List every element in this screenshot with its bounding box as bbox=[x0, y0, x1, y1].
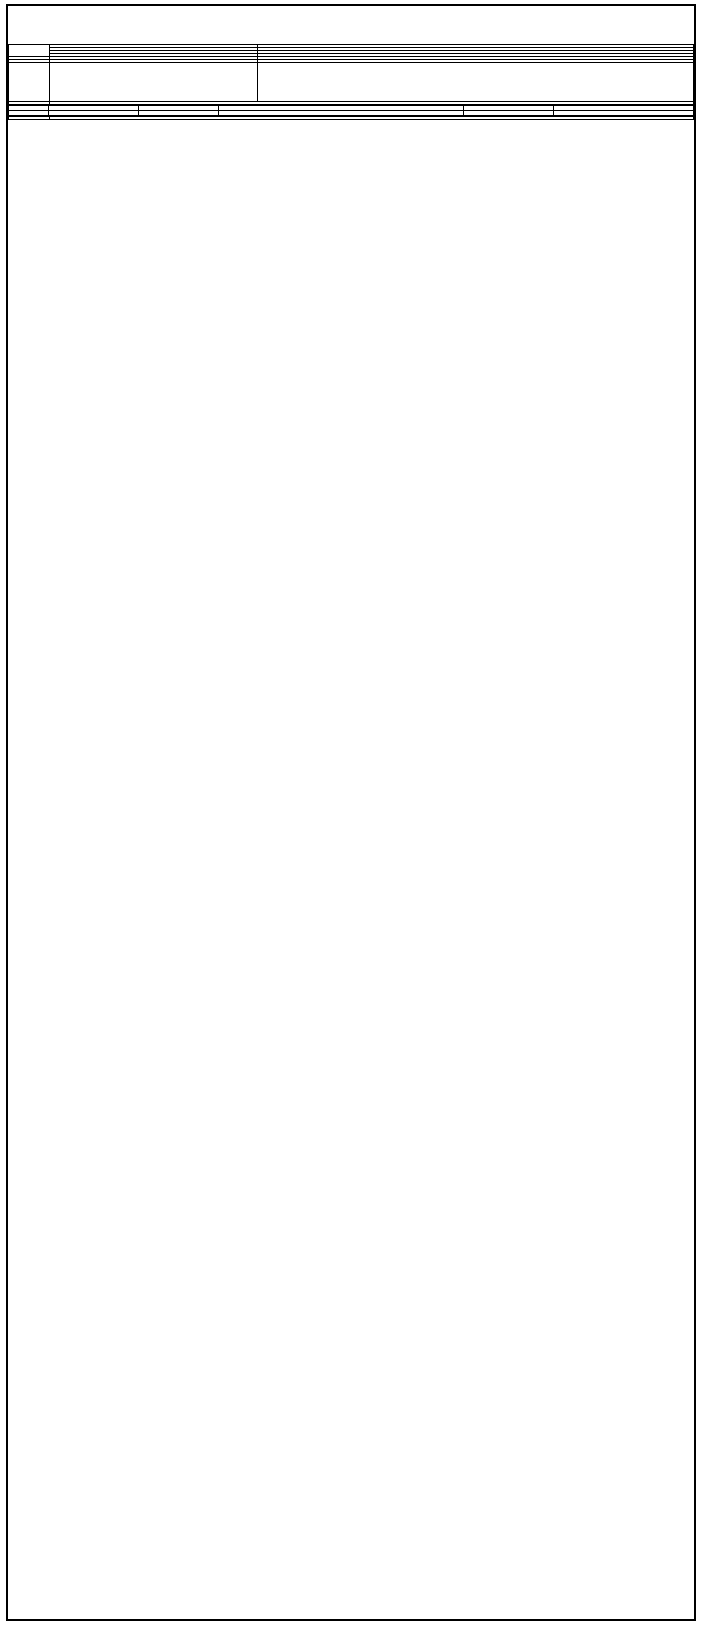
lot-table bbox=[8, 105, 694, 116]
lot-location bbox=[139, 111, 219, 116]
row-number bbox=[9, 117, 50, 120]
lot-data-row bbox=[9, 111, 694, 116]
row-number bbox=[9, 45, 50, 57]
lot-completion-time bbox=[554, 111, 694, 116]
lot-security-amount bbox=[219, 111, 464, 116]
reservation-statement bbox=[50, 117, 694, 120]
row-label bbox=[50, 63, 258, 102]
lot-performance-security bbox=[464, 111, 554, 116]
row-value bbox=[258, 63, 694, 102]
reference-line bbox=[8, 26, 694, 44]
official-details-table bbox=[8, 116, 694, 120]
row-number bbox=[9, 63, 50, 102]
notice-frame bbox=[6, 4, 696, 1621]
table-row-24 bbox=[9, 117, 694, 120]
tender-details-table-15-19 bbox=[8, 44, 694, 105]
table-row-18 bbox=[9, 63, 694, 102]
lot-identification bbox=[49, 111, 139, 116]
lot-number bbox=[9, 111, 49, 116]
